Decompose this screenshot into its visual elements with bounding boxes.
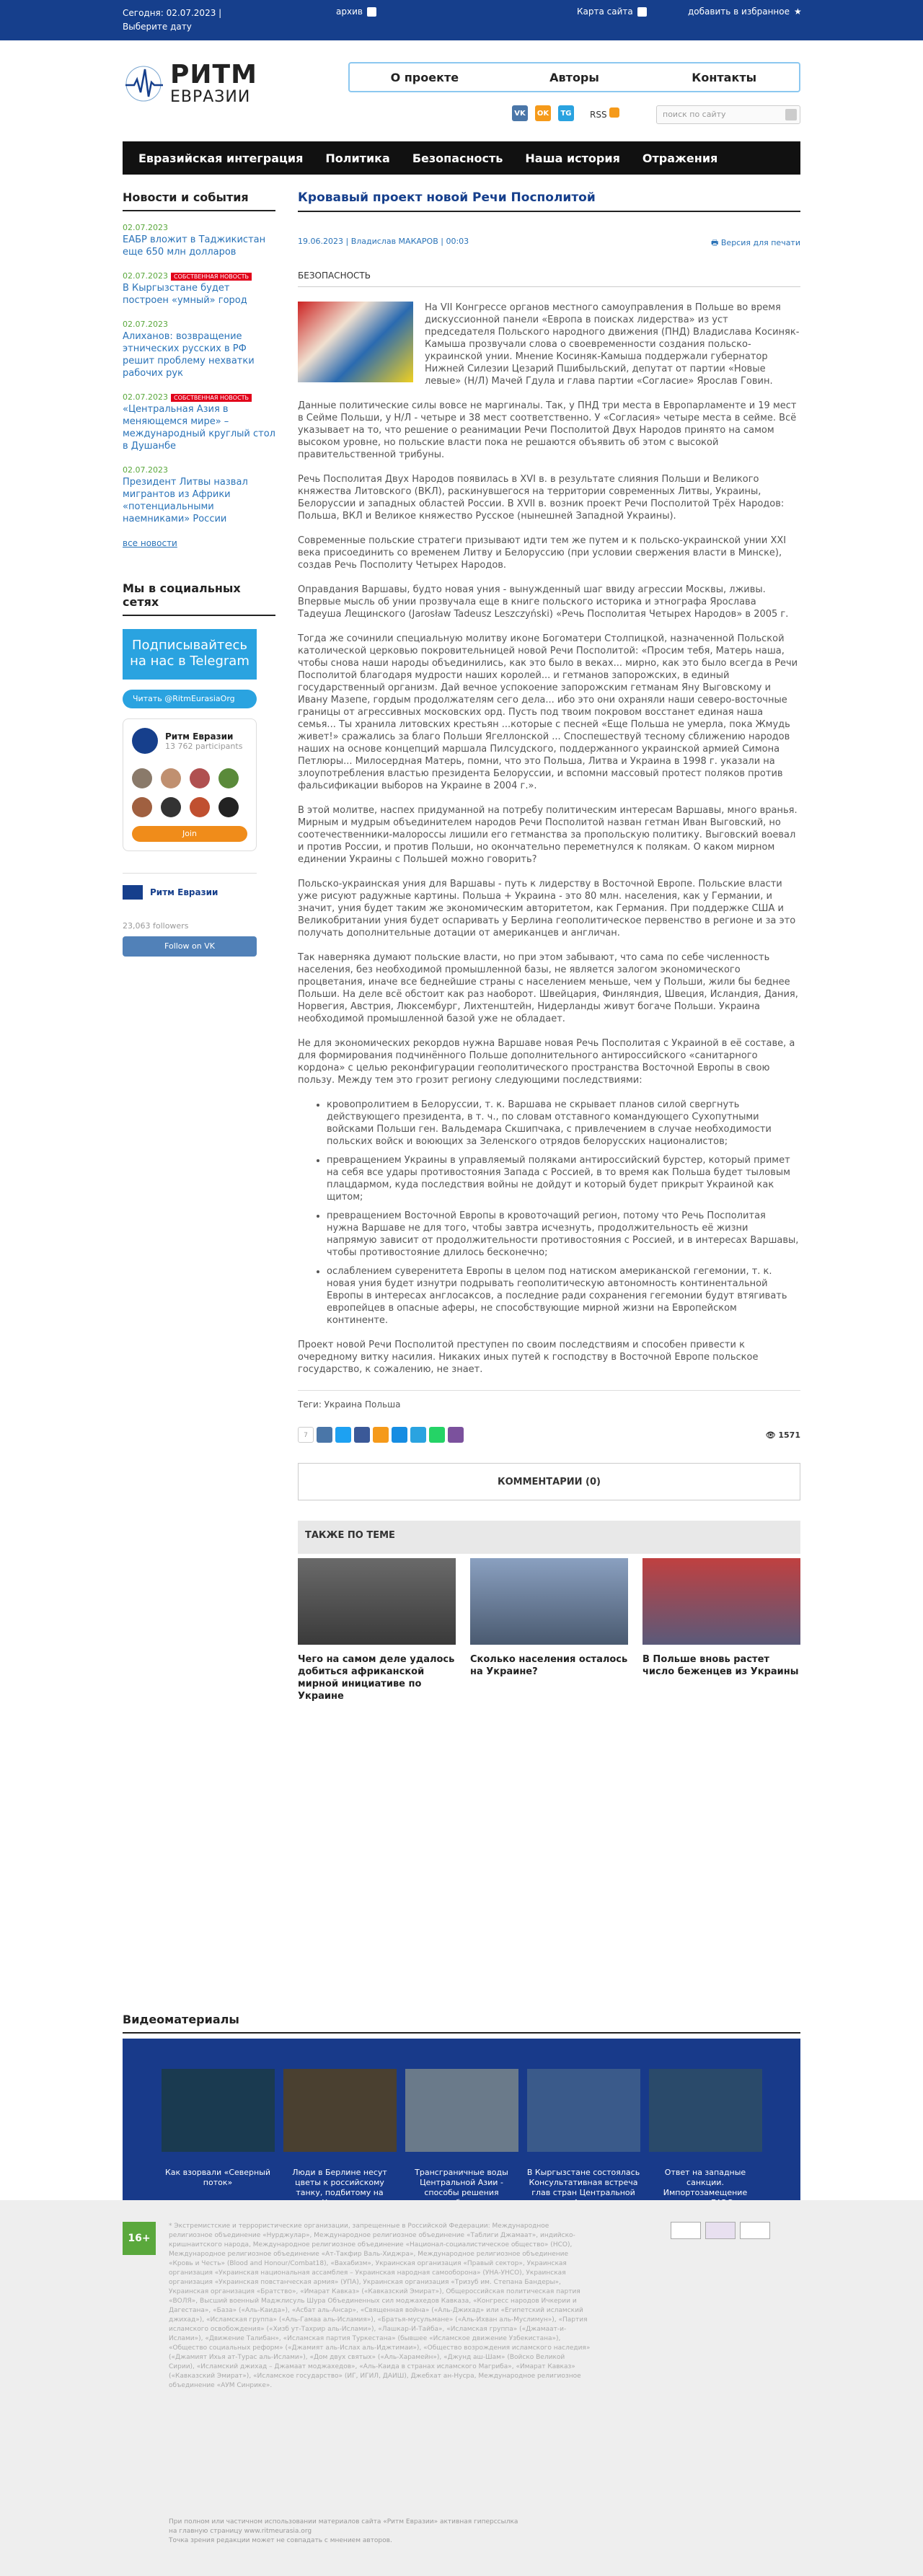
article-time: 00:03	[446, 237, 469, 246]
article-date: 19.06.2023	[298, 237, 343, 246]
news-item[interactable]	[123, 465, 275, 525]
calendar-icon	[367, 7, 376, 17]
avatar	[190, 797, 210, 817]
star-icon: ★	[794, 6, 802, 17]
article-body	[298, 302, 800, 1376]
own-news-badge: СОБСТВЕННАЯ НОВОСТЬ	[171, 273, 252, 281]
paragraph: Не для экономических рекордов нужна Варшаве новая Речь Посполитая с Украиной в её составе, а для формирования подчинённого Польше дополнительного антироссийского «санитарного кордона» с целью реконфигурации геополитического пространства Восточной Европы в свою пользу. Между тем это грозит региону следующими последствиями:	[298, 1038, 795, 1086]
video-card[interactable]	[162, 2069, 275, 2208]
news-item[interactable]	[123, 223, 275, 258]
tg-participants: 13 762 participants	[165, 741, 243, 751]
telegram-widget	[123, 718, 257, 851]
counter-badge[interactable]	[705, 2222, 736, 2239]
list-item: • кровопролитием в Белоруссии, т. к. Варшава не скрывает планов силой свергнуть действующего президента, в т. ч., по словам отставного командующего Сухопутными войсками Польши ген. Вальдемара Скшипчака, с привлечением в случае необходимости польских войск и воюющих за Зеленского отрядов белорусских националистов;	[327, 1099, 800, 1148]
videos-heading: Видеоматериалы	[123, 2013, 800, 2034]
telegram-share-icon[interactable]	[410, 1427, 426, 1443]
vk-followers: 23,063 followers	[123, 921, 189, 931]
avatar	[218, 768, 239, 788]
ok-share-icon[interactable]	[373, 1427, 389, 1443]
avatar	[218, 797, 239, 817]
video-thumbnail	[527, 2069, 640, 2152]
main-nav	[123, 141, 800, 175]
channel-avatar	[132, 728, 158, 754]
avatar	[161, 797, 181, 817]
heartbeat-logo-icon	[123, 63, 164, 104]
news-date: 02.07.2023	[123, 465, 168, 475]
logo-line1: РИТМ	[170, 60, 257, 89]
related-title[interactable]: Чего на самом деле удалось добиться африканской мирной инициативе по Украине	[298, 1654, 455, 1702]
vk-icon[interactable]: VK	[512, 105, 528, 121]
favorites-label: добавить в избранное	[688, 6, 790, 17]
menu-contacts[interactable]: Контакты	[692, 70, 757, 84]
related-image	[470, 1558, 628, 1645]
comments-toggle[interactable]: КОММЕНТАРИИ (0)	[298, 1463, 800, 1500]
article-rubric: БЕЗОПАСНОСТЬ	[298, 271, 800, 287]
paragraph: Оправдания Варшавы, будто новая уния - вынужденный шаг ввиду агрессии Москвы, лживы. Впервые мысль об унии прозвучала еще в книге польского историка и этнографа Ярослава Тадеуша Лещинского (Jarosław Tadeusz Leszczyński) «Речь Посполитая Четырех Народов» в 2005 г.	[298, 584, 789, 620]
twitter-share-icon[interactable]	[335, 1427, 351, 1443]
related-title[interactable]: Сколько населения осталось на Украине?	[470, 1654, 628, 1677]
site-logo[interactable]	[123, 62, 257, 105]
nav-integration[interactable]: Евразийская интеграция	[138, 151, 304, 165]
telegram-read-button[interactable]: Читать @RitmEurasiaOrg	[123, 690, 257, 708]
choose-date-link[interactable]: Выберите дату	[123, 22, 192, 32]
video-title[interactable]: В Кыргызстане состоялась Консультативная встреча глав стран Центральной	[526, 2168, 640, 2197]
social-links	[512, 105, 619, 121]
video-card[interactable]	[527, 2069, 640, 2208]
news-heading: Новости и события	[123, 190, 275, 211]
avatar	[161, 768, 181, 788]
views-count: 1571	[778, 1430, 800, 1440]
video-thumbnail	[405, 2069, 518, 2152]
video-title[interactable]: Как взорвали «Северный поток»	[164, 2168, 271, 2187]
paragraph: На VII Конгрессе органов местного самоуправления в Польше во время дискуссионной панели «Европа в поисках лидерства» из уст председателя Польского народного движения (ПНД) Владислава Косиняк-Камыша прозвучали слова о своевременности создания польско-украинской унии. Мнение Косиняк-Камыша поддержали губернатор Нижней Силезии Цезарий Пшибыльский, депутат от партии «Новые левые» (Н/Л) Мачей Гдула и глава партии «Согласие» Ярослав Говин.	[425, 302, 800, 387]
menu-authors[interactable]: Авторы	[549, 70, 599, 84]
sitemap-link[interactable]	[577, 6, 647, 17]
views-counter	[766, 1430, 800, 1440]
video-thumbnail	[649, 2069, 762, 2152]
news-text[interactable]: Алиханов: возвращение этнических русских в РФ решит проблему нехватки рабочих рук	[123, 331, 255, 379]
participant-avatars	[132, 768, 247, 817]
vk-share-icon[interactable]	[317, 1427, 332, 1443]
sidebar	[123, 190, 275, 957]
vk-widget	[123, 873, 257, 957]
news-item[interactable]	[123, 320, 275, 379]
social-heading: Мы в социальных сетях	[123, 581, 275, 616]
top-menu	[348, 62, 800, 92]
ok-icon[interactable]: OK	[535, 105, 551, 121]
news-text[interactable]: «Центральная Азия в меняющемся мире» – международный круглый стол в Душанбе	[123, 404, 275, 452]
news-date: 02.07.2023	[123, 223, 168, 232]
related-image	[298, 1558, 456, 1645]
printer-icon: 🖶	[710, 238, 719, 247]
news-date: 02.07.2023	[123, 392, 168, 402]
paragraph: Проект новой Речи Посполитой преступен по своим последствиям и способен привести к очередному витку насилия. Никаких иных путей к господству в Восточной Европе польское государство, к сожалению, не знает.	[298, 1340, 759, 1375]
video-title[interactable]: Люди в Берлине несут цветы к российскому танку, подбитому на	[292, 2168, 387, 2197]
facebook-share-icon[interactable]	[354, 1427, 370, 1443]
list-item: • ослаблением суверенитета Европы в целом под натиском американской гегемонии, т. к. новая уния будет изнутри подрывать геополитическую автономность континентальной Европы в интересах англосаксов, а последние ради сохранения гегемонии будут втягивать европейцев в опасные аферы, не способствующие мирной жизни на Европейском континенте.	[327, 1265, 800, 1327]
tg-channel-name: Ритм Евразии	[165, 731, 234, 742]
video-title[interactable]: Ответ на западные санкции. Импортозамещение	[663, 2168, 748, 2197]
header	[123, 40, 800, 141]
logo-line2: ЕВРАЗИИ	[170, 88, 251, 106]
vk-group-name[interactable]: Ритм Евразии	[150, 887, 218, 897]
avatar	[190, 768, 210, 788]
article	[298, 190, 800, 1702]
search-input[interactable]	[656, 105, 800, 124]
news-text[interactable]: В Кыргызстане будет построен «умный» город	[123, 283, 247, 306]
footer-line2[interactable]: на главную страницу www.ritmeurasia.org	[169, 2528, 312, 2535]
paragraph: Данные политические силы вовсе не маргиналы. Так, у ПНД три места в Европарламенте и 19 мест в Сейме Польши, у Н/Л - четыре и 38 мест соответственно. У «Согласия» четыре места в сейме. Всё указывает на то, что решение о реанимации Речи Посполитой Двух Народов принято на самом высоком уровне, но польские власти пока не решаются объявить об этом с высокой правительственной трибуны.	[298, 400, 797, 460]
content-wrap	[123, 175, 800, 2238]
related-card[interactable]	[470, 1558, 628, 1702]
news-item[interactable]	[123, 392, 275, 452]
list-item: • превращением Украины в управляемый поляками антироссийский бурстер, который примет на себя все удары противостояния Запада с Россией, в то время как Польша будет тыловым плацдармом, куда последствия войны не дойдут и который будет прикрыт Украиной как щитом;	[327, 1154, 800, 1203]
related-image	[642, 1558, 800, 1645]
counter-badge[interactable]	[740, 2222, 770, 2239]
eye-icon: 👁	[765, 1430, 776, 1440]
related-card[interactable]	[298, 1558, 456, 1702]
viber-share-icon[interactable]	[448, 1427, 464, 1443]
whatsapp-share-icon[interactable]	[429, 1427, 445, 1443]
avatar	[132, 797, 152, 817]
avatar	[132, 768, 152, 788]
related-heading: ТАКЖЕ ПО ТЕМЕ	[298, 1521, 800, 1554]
video-card[interactable]	[405, 2069, 518, 2208]
lead-image	[298, 302, 413, 382]
age-rating: 16+	[123, 2222, 156, 2255]
video-card[interactable]	[283, 2069, 397, 2208]
news-list	[123, 223, 275, 548]
footer-text: * Экстремистские и террористические организации, запрещенные в Российской Федерации: Международное религиозное объединение «Нурджулар», Международное религиозное объединение «Таблиги Джамаат», индийско-кришнаитского народа, Международное религиозное объединение «Национал-социалистическое общество» (НСО), Международное религиозное объединение «Ат-Такфир Валь-Хиджра», Международное религиозное объединение «Кровь и Честь» (Blood and Honour/Combat18), «Вахабизм», Украинская организация «Правый сектор», Украинская организация «Украинская национальная ассамблея – Украинская народная самооборона» (УНА-УНСО), Украинская организация «Украинская повстанческая армия» (УПА), Украинская организация «Тризуб им. Степана Бандеры», Украинская организация «Братство», «Имарат Кавказ» («Кавказский Эмират»), Общероссийская политическая партия «ВОЛЯ», Высший военный Маджлисуль Шура Объединенных сил моджахедов Кавказа, «Конгресс народов Ичкерии и Дагестана», «База» («Аль-Каида»), «Асбат аль-Ансар», «Священная война» («Аль-Джихад» или «Египетский исламский джихад»), «Исламская группа» («Аль-Гамаа аль-Исламия»), «Братья-мусульмане» («Аль-Ихван аль-Муслимун»), «Партия исламского освобождения» («Хизб ут-Тахрир аль-Ислами»), «Лашкар-И-Тайба», «Исламская группа» («Джамаат-и-Ислами»), «Движение Талибан», «Исламская партия Туркестана» (бывшее «Исламское движение Узбекистана»), «Общество социальных реформ» («Джамият аль-Ислах аль-Иджтимаи»), «Общество возрождения исламского наследия» («Джамият Ихья ат-Турас аль-Ислами»), «Дом двух святых» («Аль-Харамейн»), «Джунд аш-Шам» (Войско Великой Сирии), «Исламский джихад – Джамаат моджахедов», «Аль-Каида в странах исламского Магриба», «Имарат Кавказ» («Кавказский Эмират»), «Исламское государство» (ИГ, ИГИЛ, ДАИШ), Джебхат ан-Нусра, Международное религиозное объединение «АУМ Синрике».	[169, 2223, 591, 2389]
telegram-banner[interactable]: Подписывайтесь на нас в Telegram	[123, 629, 257, 680]
paragraph: Современные польские стратеги призывают идти тем же путем и к польско-украинской унии XXI века присоединить со временем Литву и Белоруссию (при условии свержения власти в Минске), создав Речь Посполиту Четырех Народов.	[298, 535, 787, 571]
list-item: • превращением Восточной Европы в кровоточащий регион, потому что Речь Посполитая нужна Варшаве не для того, чтобы завтра исчезнуть, продолжительность её жизни напрямую зависит от продолжительности противостояния с Россией, и в интересах Варшавы, чтобы противостояние длилось бесконечно;	[327, 1210, 800, 1259]
counters	[671, 2222, 770, 2239]
print-link[interactable]	[711, 237, 800, 250]
article-tags[interactable]: Теги: Украина Польша	[298, 1390, 800, 1410]
vk-group-avatar	[123, 885, 143, 900]
article-meta: 19.06.2023 | Владислав МАКАРОВ | 00:03 🖶 Версия для печати	[298, 237, 800, 250]
nav-reflections[interactable]: Отражения	[642, 151, 718, 165]
nav-politics[interactable]: Политика	[325, 151, 390, 165]
share-count: 7	[298, 1427, 314, 1443]
news-text[interactable]: ЕАБР вложит в Таджикистан еще 650 млн долларов	[123, 234, 266, 258]
own-news-badge: СОБСТВЕННАЯ НОВОСТЬ	[171, 394, 252, 402]
vk-follow-button[interactable]: Follow on VK	[123, 936, 257, 957]
news-date: 02.07.2023	[123, 320, 168, 329]
rss-link[interactable]	[590, 107, 619, 120]
footer-bottom	[169, 2518, 591, 2546]
favorites-link[interactable]	[688, 6, 802, 17]
print-label: Версия для печати	[720, 238, 800, 247]
video-card[interactable]	[649, 2069, 762, 2208]
menu-about[interactable]: О проекте	[390, 70, 459, 84]
all-news-link[interactable]: все новости	[123, 538, 177, 548]
today-label: Сегодня: 02.07.2023 |	[123, 8, 222, 18]
author-link[interactable]: Владислав МАКАРОВ	[350, 237, 438, 246]
archive-link[interactable]	[336, 6, 376, 17]
video-thumbnail	[283, 2069, 397, 2152]
consequences-list	[327, 1099, 800, 1327]
sitemap-icon	[637, 7, 647, 17]
news-item[interactable]	[123, 271, 275, 307]
sitemap-label: Карта сайта	[577, 6, 633, 17]
footer	[0, 2200, 923, 2576]
related-title[interactable]: В Польше вновь растет число беженцев из Украины	[642, 1654, 799, 1677]
footer-line1: При полном или частичном использовании материалов сайта «Ритм Евразии» активная гиперссылка	[169, 2518, 518, 2526]
news-date: 02.07.2023	[123, 271, 168, 281]
mailru-share-icon[interactable]	[392, 1427, 407, 1443]
share-bar	[298, 1427, 800, 1443]
archive-label: архив	[336, 6, 363, 17]
paragraph: Так наверняка думают польские власти, но при этом забывают, что сама по себе численность населения, без необходимой промышленной базы, не является залогом экономического процветания, иначе все беднейшие страны с населением меньше, чем у Польши, жили бы беднее Польши. На деле всё обстоит как раз наоборот. Швейцария, Финляндия, Швеция, Исландия, Дания, Норвегия, Австрия, Люксембург, Лихтенштейн, Нидерланды живут богаче Польши. Украина необходимой промышленной базой уже не обладает.	[298, 952, 798, 1024]
top-bar	[0, 0, 923, 40]
paragraph: В этой молитве, наспех придуманной на потребу политическим интересам Варшавы, много вранья. Мирным и мудрым объединителем народов Речи Посполитой назван гетман Иван Выговский, но соотечественники-малороссы лишили его гетманства за пропольскую политику. Выговский воевал и против России, и против Польши, но окончательно переметнулся к полякам. О каком мирном единении Украины с Польшей можно говорить?	[298, 805, 798, 865]
paragraph: Польско-украинская уния для Варшавы - путь к лидерству в Восточной Европе. Польские власти уже рисуют радужные картины. Польша + Украина - это 80 млн. населения, как у Германии, и значит, уния будет таким же экономическим авторитетом, как Германия. При поддержке США и Великобритании уния будет оспаривать у Берлина геополитическое первенство в регионе и за это получать дополнительные дотации от американцев и англичан.	[298, 879, 796, 938]
counter-badge[interactable]	[671, 2222, 701, 2239]
paragraph: Речь Посполитая Двух Народов появилась в XVI в. в результате слияния Польши и Великого княжества Литовского (ВКЛ), раскинувшегося на территории современных Литвы, Украины, Белоруссии и западных областей России. В XVII в. возник проект Речи Посполитой Трёх Народов: Польша, ВКЛ и Великое княжество Русское (нынешней Западной Украины).	[298, 474, 785, 522]
telegram-icon[interactable]: TG	[558, 105, 574, 121]
nav-history[interactable]: Наша история	[525, 151, 620, 165]
article-title: Кровавый проект новой Речи Посполитой	[298, 190, 800, 212]
paragraph: Тогда же сочинили специальную молитву иконе Богоматери Столпицкой, назначенной Польской католической церковью покровительницей новой Речи Посполитой: «Просим тебя, Матерь наша, чтобы снова наши народы объединились, как это было в веках... мирно, как это было всегда в Речи Посполитой благодаря мудрости наших королей... и гетманов запорожских, в единый государственный организм. Дай вечное успокоение запорожским гетманам Яну Выговскому и Ивану Мазепе, гордым продолжателям сего дела... ибо это они охраняли наши северо-восточные границы от агрессивных московских орд. Пусть под твоим покровом восстанет единая наша семья... Ты хранила литовских крестьян ...которые с песней «Еще Польша не умерла, пока Жмудь живет!» сражались за благо Польши Ягеллонской ... Споспешествуй тесному сближению народов наших на основе концепций маршала Пилсудского, поддержанного украинской армией Симона Петлюры... Милосердная Матерь, помни, что это Польша, Литва и Украина в 1998 г. указали на злоупотребления властью президента Белоруссии, и вспомни массовый протест поляков против фальсификации выборов на Украине в 2004 г.».	[298, 633, 798, 791]
date-block	[123, 6, 221, 34]
news-text[interactable]: Президент Литвы назвал мигрантов из Африки «потенциальными наемниками» России	[123, 477, 248, 524]
nav-security[interactable]: Безопасность	[412, 151, 503, 165]
join-button[interactable]: Join	[132, 826, 247, 842]
footer-line3: Точка зрения редакции может не совпадать с мнением авторов.	[169, 2537, 392, 2544]
search-icon[interactable]	[785, 109, 797, 120]
video-thumbnail	[162, 2069, 275, 2152]
related-list	[298, 1558, 800, 1702]
rss-label: RSS	[590, 109, 607, 120]
related-card[interactable]	[642, 1558, 800, 1702]
search-placeholder: поиск по сайту	[663, 110, 726, 119]
rss-icon	[609, 107, 619, 118]
video-title[interactable]: Трансграничные воды Центральной Азии - способы решения	[415, 2168, 508, 2197]
